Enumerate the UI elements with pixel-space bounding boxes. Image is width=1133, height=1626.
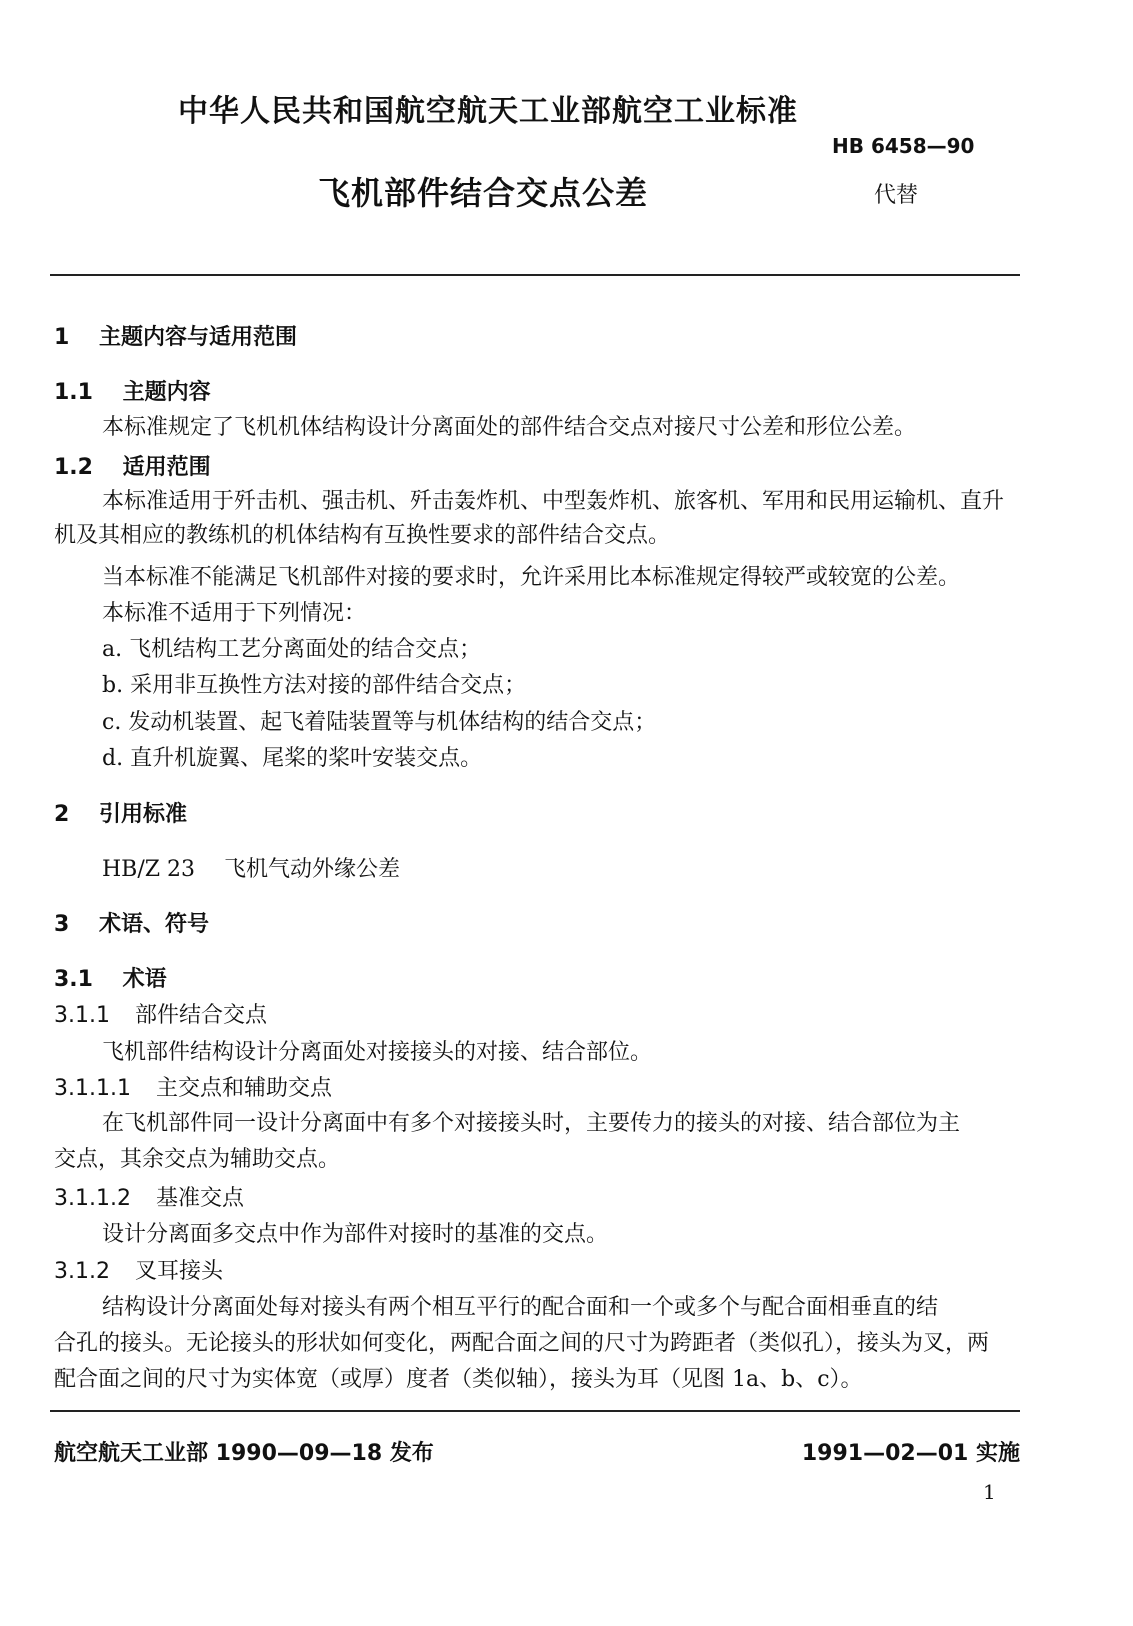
list-item: a. 飞机结构工艺分离面处的结合交点； [102,637,482,662]
section-3-1-1-2-heading [54,1181,244,1212]
header-rule [50,274,1020,276]
paragraph: 配合面之间的尺寸为实体宽（或厚）度者（类似轴），接头为耳（见图 1a、b、c）。 [54,1367,863,1392]
document-title: 飞机部件结合交点公差 [318,174,649,212]
section-title: 术语 [122,967,167,992]
section-title: 主题内容与适用范围 [98,325,297,350]
section-title: 基准交点 [155,1186,244,1211]
replaces-label: 代替 [874,183,919,208]
section-number: 1.1 [54,380,93,405]
section-1-1-heading [54,375,211,406]
section-3-1-1-heading [54,998,267,1029]
section-1-heading [54,320,297,351]
issued-date: 航空航天工业部 1990—09—18 发布 [54,1441,434,1466]
section-3-heading [54,907,209,938]
section-title: 叉耳接头 [134,1259,223,1284]
section-number: 3.1.2 [54,1259,110,1284]
section-title: 主题内容 [122,380,211,405]
section-number: 3.1 [54,967,93,992]
paragraph: 在飞机部件同一设计分离面中有多个对接接头时，主要传力的接头的对接、结合部位为主 [102,1111,961,1136]
section-3-1-2-heading [54,1254,223,1285]
paragraph: 飞机部件结构设计分离面处对接接头的对接、结合部位。 [102,1040,653,1065]
paragraph: 结构设计分离面处每对接头有两个相互平行的配合面和一个或多个与配合面相垂直的结 [102,1295,939,1320]
list-item: d. 直升机旋翼、尾桨的桨叶安装交点。 [102,746,483,771]
section-title: 部件结合交点 [134,1003,267,1028]
section-title: 术语、符号 [98,912,209,937]
effective-date: 1991—02—01 实施 [801,1441,1020,1466]
paragraph: 本标准规定了飞机机体结构设计分离面处的部件结合交点对接尺寸公差和形位公差。 [102,415,917,440]
org-title: 中华人民共和国航空航天工业部航空工业标准 [178,94,798,129]
list-item: b. 采用非互换性方法对接的部件结合交点； [102,673,527,698]
section-number: 3.1.1.2 [54,1186,131,1211]
section-3-1-heading [54,962,167,993]
section-title: 主交点和辅助交点 [155,1076,332,1101]
list-item: c. 发动机装置、起飞着陆装置等与机体结构的结合交点； [102,710,657,735]
section-number: 1 [54,325,70,350]
paragraph: 设计分离面多交点中作为部件对接时的基准的交点。 [102,1222,609,1247]
footer-rule [50,1410,1020,1412]
section-3-1-1-1-heading [54,1071,332,1102]
reference-standard [102,852,400,883]
section-number: 3.1.1.1 [54,1076,131,1101]
paragraph: 当本标准不能满足飞机部件对接的要求时，允许采用比本标准规定得较严或较宽的公差。 [102,565,961,590]
section-number: 1.2 [54,455,93,480]
section-number: 3 [54,912,70,937]
reference-code: HB/Z 23 [102,857,196,882]
section-title: 引用标准 [98,802,187,827]
section-1-2-heading [54,450,211,481]
section-title: 适用范围 [122,455,211,480]
paragraph: 本标准适用于歼击机、强击机、歼击轰炸机、中型轰炸机、旅客机、军用和民用运输机、直升 [102,489,1005,514]
page-number: 1 [983,1480,996,1504]
paragraph: 机及其相应的教练机的机体结构有互换性要求的部件结合交点。 [54,523,671,548]
section-number: 3.1.1 [54,1003,110,1028]
paragraph: 本标准不适用于下列情况： [102,601,367,626]
paragraph: 合孔的接头。无论接头的形状如何变化，两配合面之间的尺寸为跨距者（类似孔），接头为叉，两 [54,1331,990,1356]
standard-number: HB 6458—90 [832,134,975,158]
reference-title: 飞机气动外缘公差 [224,857,401,882]
section-number: 2 [54,802,70,827]
paragraph: 交点，其余交点为辅助交点。 [54,1147,341,1172]
section-2-heading [54,797,187,828]
